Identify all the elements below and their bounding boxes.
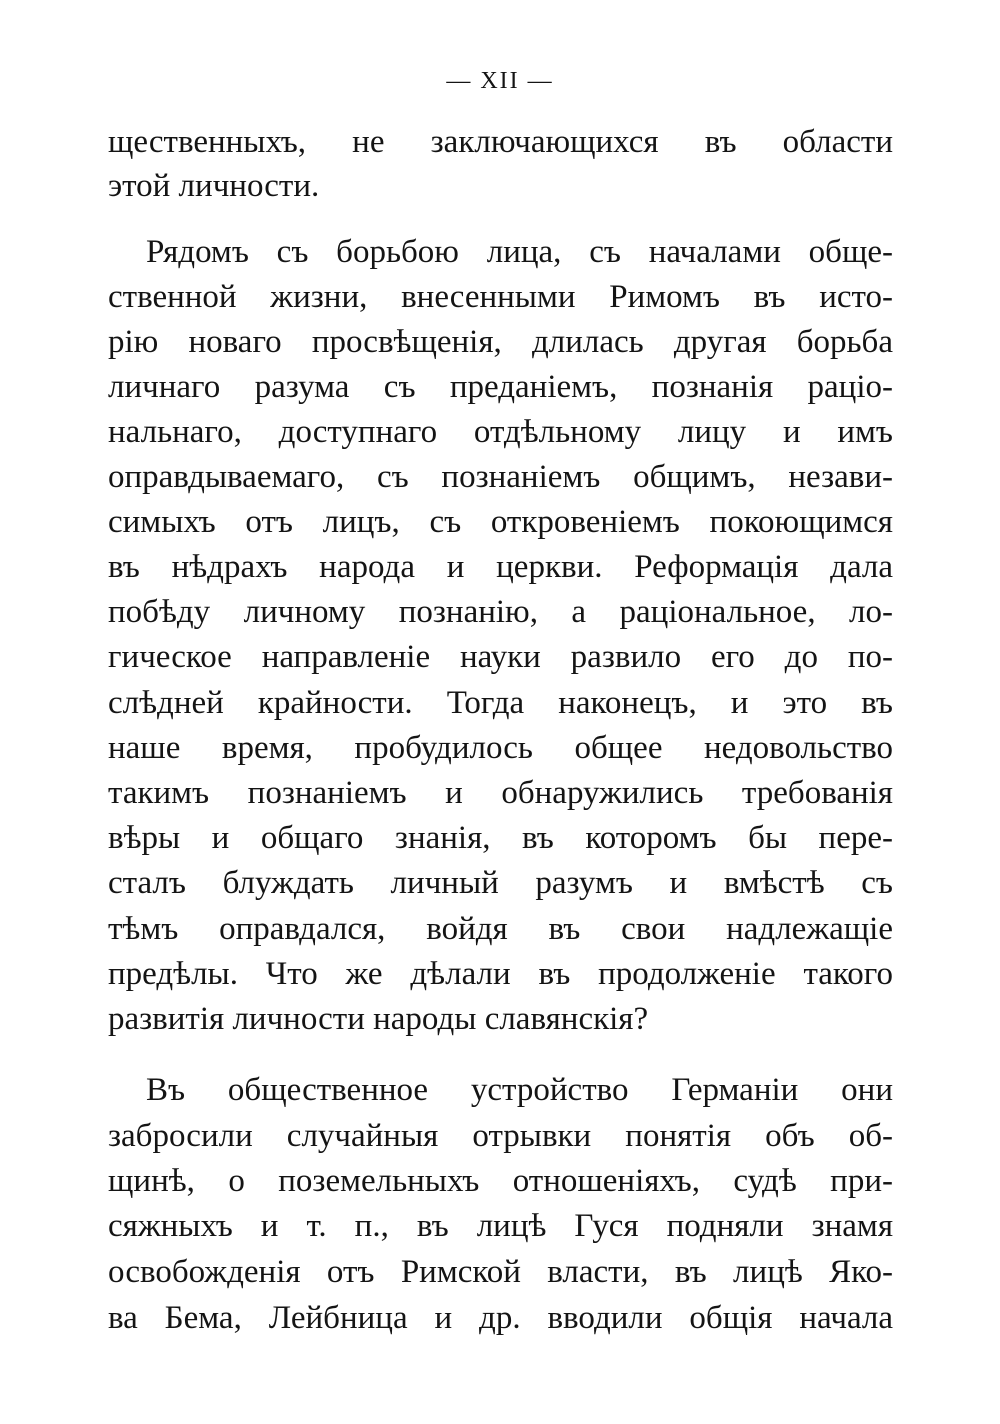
text-line: оправдываемаго, съ познаніемъ общимъ, незави- [108, 459, 893, 495]
text-line: тѣмъ оправдался, войдя въ свои надлежащіе [108, 911, 893, 947]
text-line: въ нѣдрахъ народа и церкви. Реформація дала [108, 549, 893, 585]
text-line: личнаго разума съ преданіемъ, познанія раціо- [108, 369, 893, 405]
text-line: нальнаго, доступнаго отдѣльному лицу и имъ [108, 414, 893, 450]
text-line: этой личности. [108, 168, 320, 204]
text-line: Рядомъ съ борьбою лица, съ началами обще- [146, 234, 893, 270]
text-line: гическое направленіе науки развило его до по- [108, 639, 893, 675]
text-line: предѣлы. Что же дѣлали въ продолженіе такого [108, 956, 893, 992]
text-line: щинѣ, о поземельныхъ отношеніяхъ, судѣ при- [108, 1163, 893, 1199]
text-line: забросили случайныя отрывки понятія объ об- [108, 1118, 893, 1154]
text-line: Въ общественное устройство Германіи они [146, 1072, 893, 1108]
text-line: ственной жизни, внесенными Римомъ въ исто- [108, 279, 893, 315]
text-line: симыхъ отъ лицъ, съ откровеніемъ покоющимся [108, 504, 893, 540]
text-line: освобожденія отъ Римской власти, въ лицѣ Яко- [108, 1254, 893, 1290]
text-line: рію новаго просвѣщенія, длилась другая борьба [108, 324, 893, 360]
text-line: такимъ познаніемъ и обнаружились требованія [108, 775, 893, 811]
page-number: — XII — [446, 68, 554, 94]
text-line: ва Бема, Лейбница и др. вводили общія начала [108, 1300, 893, 1336]
text-line: развитія личности народы славянскія? [108, 1001, 649, 1037]
text-line: щественныхъ, не заключающихся въ области [108, 124, 893, 160]
text-line: наше время, пробудилось общее недовольство [108, 730, 893, 766]
text-line: сяжныхъ и т. п., въ лицѣ Гуся подняли знамя [108, 1208, 893, 1244]
text-line: вѣры и общаго знанія, въ которомъ бы пере- [108, 820, 893, 856]
text-line: сталъ блуждать личный разумъ и вмѣстѣ съ [108, 865, 893, 901]
text-line: побѣду личному познанію, а раціональное, ло- [108, 594, 893, 630]
text-line: слѣдней крайности. Тогда наконецъ, и это въ [108, 685, 893, 721]
